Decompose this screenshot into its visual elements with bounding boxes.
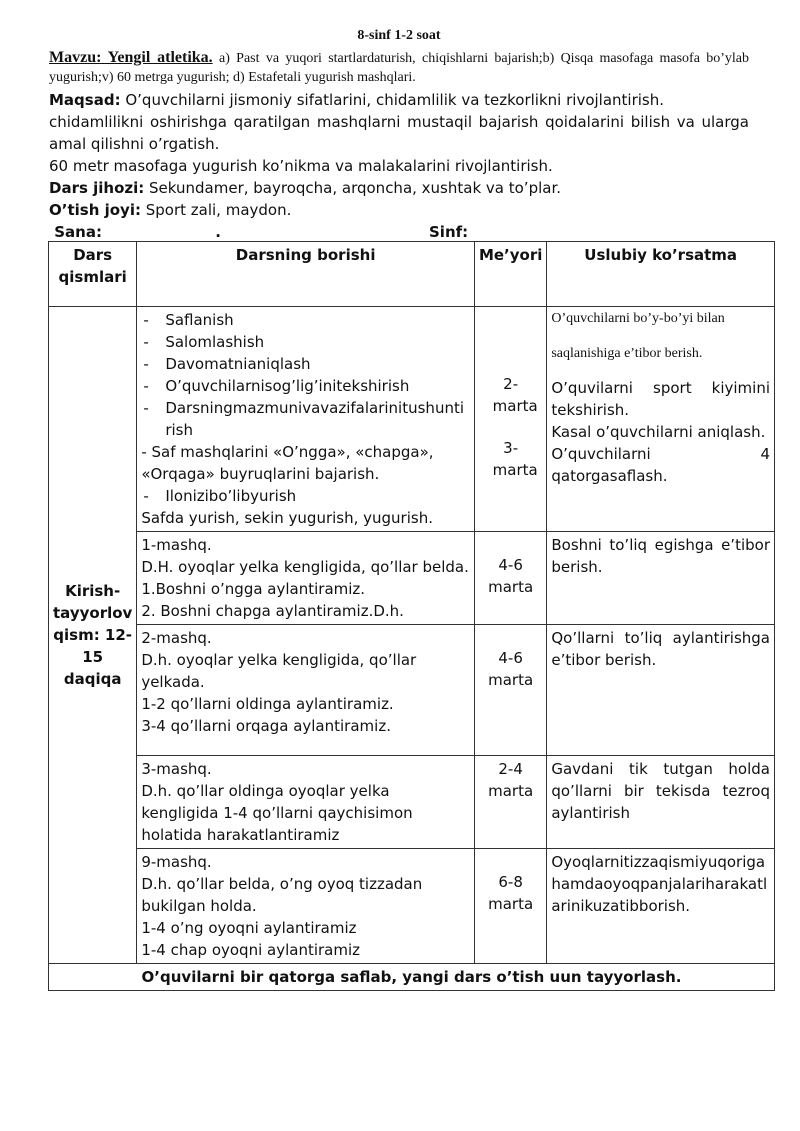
exercise-line: 1.Boshni o’ngga aylantiramiz. bbox=[141, 580, 366, 598]
table-footer-row bbox=[49, 964, 775, 991]
row1-list-2 bbox=[141, 485, 470, 507]
row2-method: Boshni to’liq egishga e’tibor berish. bbox=[547, 532, 775, 625]
header-method: Uslubiy ko’rsatma bbox=[547, 242, 775, 307]
norm-value: 4-6 marta bbox=[488, 556, 534, 596]
list-item: - Darsningmazmunivavazifalarinitushuntirish bbox=[141, 397, 470, 441]
row5-flow bbox=[137, 849, 475, 964]
table-row bbox=[49, 756, 775, 849]
topic-paragraph bbox=[49, 48, 749, 87]
method-note: saqlanishiga e’tibor berish. bbox=[551, 346, 703, 361]
row3-flow bbox=[137, 625, 475, 756]
place-paragraph bbox=[49, 199, 749, 221]
goal-line-3: 60 metr masofaga yugurish ko’nikma va malakalarini rivojlantirish. bbox=[49, 157, 553, 175]
exercise-title: 9-mashq. bbox=[141, 853, 212, 871]
norm-value: 2-marta bbox=[492, 375, 538, 415]
goal-line-2: chidamlilikni oshirishga qaratilgan mashqlarni mustaqil bajarish qoidalarini bilish va ularga amal qilishni o’rgatish. bbox=[49, 113, 749, 153]
table-row bbox=[49, 532, 775, 625]
exercise-line: 3-4 qo’llarni orqaga aylantiramiz. bbox=[141, 717, 391, 735]
class-field bbox=[429, 222, 579, 242]
date-field bbox=[49, 222, 429, 242]
exercise-title: 1-mashq. bbox=[141, 536, 212, 554]
header-norm: Me’yori bbox=[474, 242, 546, 307]
row1-method bbox=[547, 307, 775, 532]
equipment-paragraph bbox=[49, 177, 749, 199]
header-parts: Dars qismlari bbox=[49, 242, 137, 307]
document-page bbox=[49, 28, 749, 242]
header-flow: Darsning borishi bbox=[137, 242, 475, 307]
date-blank[interactable] bbox=[107, 227, 215, 242]
exercise-line: 1-4 o’ng oyoqni aylantiramiz bbox=[141, 919, 357, 937]
date-period: . bbox=[215, 223, 221, 241]
row1-flow bbox=[137, 307, 475, 532]
topic-text: a) Past va yuqori startlardaturish, chiqishlarni bajarish;b) Qisqa masofaga masofa bo’ylab yugurish;v) 60 metrga yugurish; d) Estafetali yugurish mashqlari. bbox=[49, 51, 750, 85]
method-note: O’quvilarni sport kiyimini tekshirish. bbox=[551, 379, 770, 419]
list-item: - Salomlashish bbox=[141, 331, 470, 353]
list-item: - Saflanish bbox=[141, 309, 470, 331]
row4-norm bbox=[474, 756, 546, 849]
row2-norm bbox=[474, 532, 546, 625]
exercise-line: 1-4 chap oyoqni aylantiramiz bbox=[141, 941, 361, 959]
topic-label: Mavzu: Yengil atletika. bbox=[49, 49, 213, 66]
row1-norm bbox=[474, 307, 546, 532]
row5-method: Oyoqlarnitizzaqismiyuqoriga hamdaoyoqpanjalariharakatlarinikuzatibborish. bbox=[547, 849, 775, 964]
norm-value: 2-4 marta bbox=[488, 760, 534, 800]
norm-value: 6-8 marta bbox=[488, 873, 534, 913]
class-label: Sinf: bbox=[429, 223, 469, 241]
list-item: - Davomatnianiqlash bbox=[141, 353, 470, 375]
saf-item: - Saf mashqlarini «O’ngga», «chapga», «Orqaga» buyruqlarini bajarish. bbox=[141, 443, 434, 483]
exercise-line: 2. Boshni chapga aylantiramiz.D.h. bbox=[141, 602, 404, 620]
norm-value: 3-marta bbox=[492, 439, 538, 479]
date-label: Sana: bbox=[54, 223, 102, 241]
list-item: - O’quvchilarnisog’lig’initekshirish bbox=[141, 375, 470, 397]
exercise-line: D.H. oyoqlar yelka kengligida, qo’llar belda. bbox=[141, 558, 469, 576]
grade-hours-heading: 8-sinf 1-2 soat bbox=[357, 28, 441, 43]
exercise-line: D.h. qo’llar oldinga oyoqlar yelka kengligida 1-4 qo’llarni qaychisimon holatida harakatlantiramiz bbox=[141, 782, 413, 844]
class-blank[interactable] bbox=[473, 227, 579, 242]
equipment-label: Dars jihozi: bbox=[49, 179, 145, 197]
row1-tail: Safda yurish, sekin yugurish, yugurish. bbox=[141, 509, 433, 527]
method-note: O’quvchilarni bo’y-bo’yi bilan bbox=[551, 311, 725, 326]
row4-flow bbox=[137, 756, 475, 849]
row5-norm bbox=[474, 849, 546, 964]
row3-method: Qo’llarni to’liq aylantirishga e’tibor berish. bbox=[547, 625, 775, 756]
row4-method: Gavdani tik tutgan holda qo’llarni bir tekisda tezroq aylantirish bbox=[547, 756, 775, 849]
row3-norm bbox=[474, 625, 546, 756]
closing-note: O’quvilarni bir qatorga saflab, yangi dars o’tish uun tayyorlash. bbox=[49, 964, 775, 991]
exercise-title: 2-mashq. bbox=[141, 629, 212, 647]
row1-list bbox=[141, 309, 470, 441]
table-header-row bbox=[49, 242, 775, 307]
date-class-row bbox=[49, 222, 749, 242]
exercise-line: D.h. oyoqlar yelka kengligida, qo’llar yelkada. bbox=[141, 651, 417, 691]
table-row bbox=[49, 307, 775, 532]
exercise-title: 3-mashq. bbox=[141, 760, 212, 778]
equipment-text: Sekundamer, bayroqcha, arqoncha, xushtak va to’plar. bbox=[144, 179, 562, 197]
place-text: Sport zali, maydon. bbox=[140, 201, 292, 219]
exercise-line: D.h. qo’llar belda, o’ng oyoq tizzadan bukilgan holda. bbox=[141, 875, 423, 915]
method-note: O’quvchilarni 4 qatorgasaflash. bbox=[551, 445, 770, 485]
table-row bbox=[49, 625, 775, 756]
list-item: - Ilonizibo’libyurish bbox=[141, 485, 470, 507]
place-label: O’tish joyi: bbox=[49, 201, 141, 219]
table-row bbox=[49, 849, 775, 964]
goal-paragraph bbox=[49, 89, 749, 111]
row2-flow bbox=[137, 532, 475, 625]
lesson-plan-table bbox=[48, 241, 775, 991]
part-label: Kirish-tayyorlov qism: 12-15 daqiqa bbox=[53, 582, 133, 688]
method-note: Kasal o’quvchilarni aniqlash. bbox=[551, 423, 766, 441]
part-label-cell bbox=[49, 307, 137, 964]
goal-text: O’quvchilarni jismoniy sifatlarini, chidamlilik va tezkorlikni rivojlantirish. bbox=[120, 91, 664, 109]
exercise-line: 1-2 qo’llarni oldinga aylantiramiz. bbox=[141, 695, 394, 713]
goal-label: Maqsad: bbox=[49, 91, 121, 109]
norm-value: 4-6 marta bbox=[488, 649, 534, 689]
